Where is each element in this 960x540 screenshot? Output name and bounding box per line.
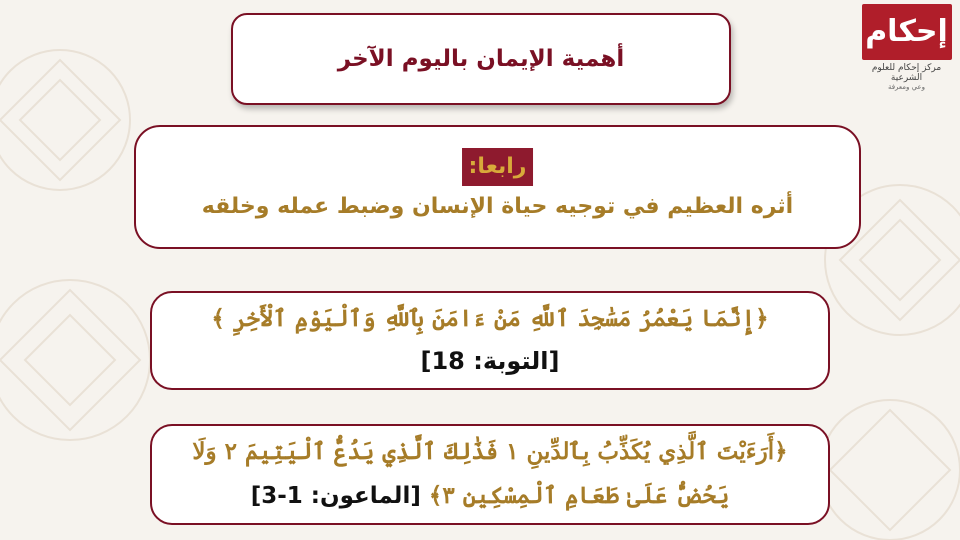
point-text: أثره العظيم في توجيه حياة الإنسان وضبط عمله وخلقه: [201, 194, 794, 219]
logo-tagline: وعي ومعرفة: [887, 83, 926, 91]
ayah-box-tawbah: [150, 291, 830, 390]
verse-text-line1: ﴿أَرَءَيْتَ ٱلَّذِي يُكَذِّبُ بِٱلدِّينِ ١ فَذَٰلِكَ ٱلَّذِي يَدُعُّ ٱلْيَتِيمَ ٢ وَلَا: [192, 438, 788, 465]
logo: [859, 4, 954, 96]
title-box: [231, 13, 731, 105]
point-badge: رابعا:: [462, 148, 534, 186]
verse-reference: [الماعون: 1-3]: [250, 483, 421, 509]
point-box: [134, 125, 861, 249]
verse-text-line2: [160, 482, 820, 509]
verse-text: ﴿إِنَّمَا يَعْمُرُ مَسَٰجِدَ ٱللَّهِ مَنْ ءَامَنَ بِٱللَّهِ وَٱلْيَوْمِ ٱلْأَخِرِ ﴾: [211, 305, 769, 332]
ayah-box-maun: [150, 424, 830, 525]
verse-text-line2-verse: يَحُضُّ عَلَىٰ طَعَامِ ٱلْمِسْكِينِ ٣﴾: [428, 482, 730, 509]
page-title: أهمية الإيمان باليوم الآخر: [337, 46, 625, 72]
logo-subtitle: مركز إحكام للعلوم الشرعية: [871, 63, 942, 83]
verse-reference: [التوبة: 18]: [420, 347, 560, 375]
logo-mark: إحكام: [862, 4, 952, 60]
